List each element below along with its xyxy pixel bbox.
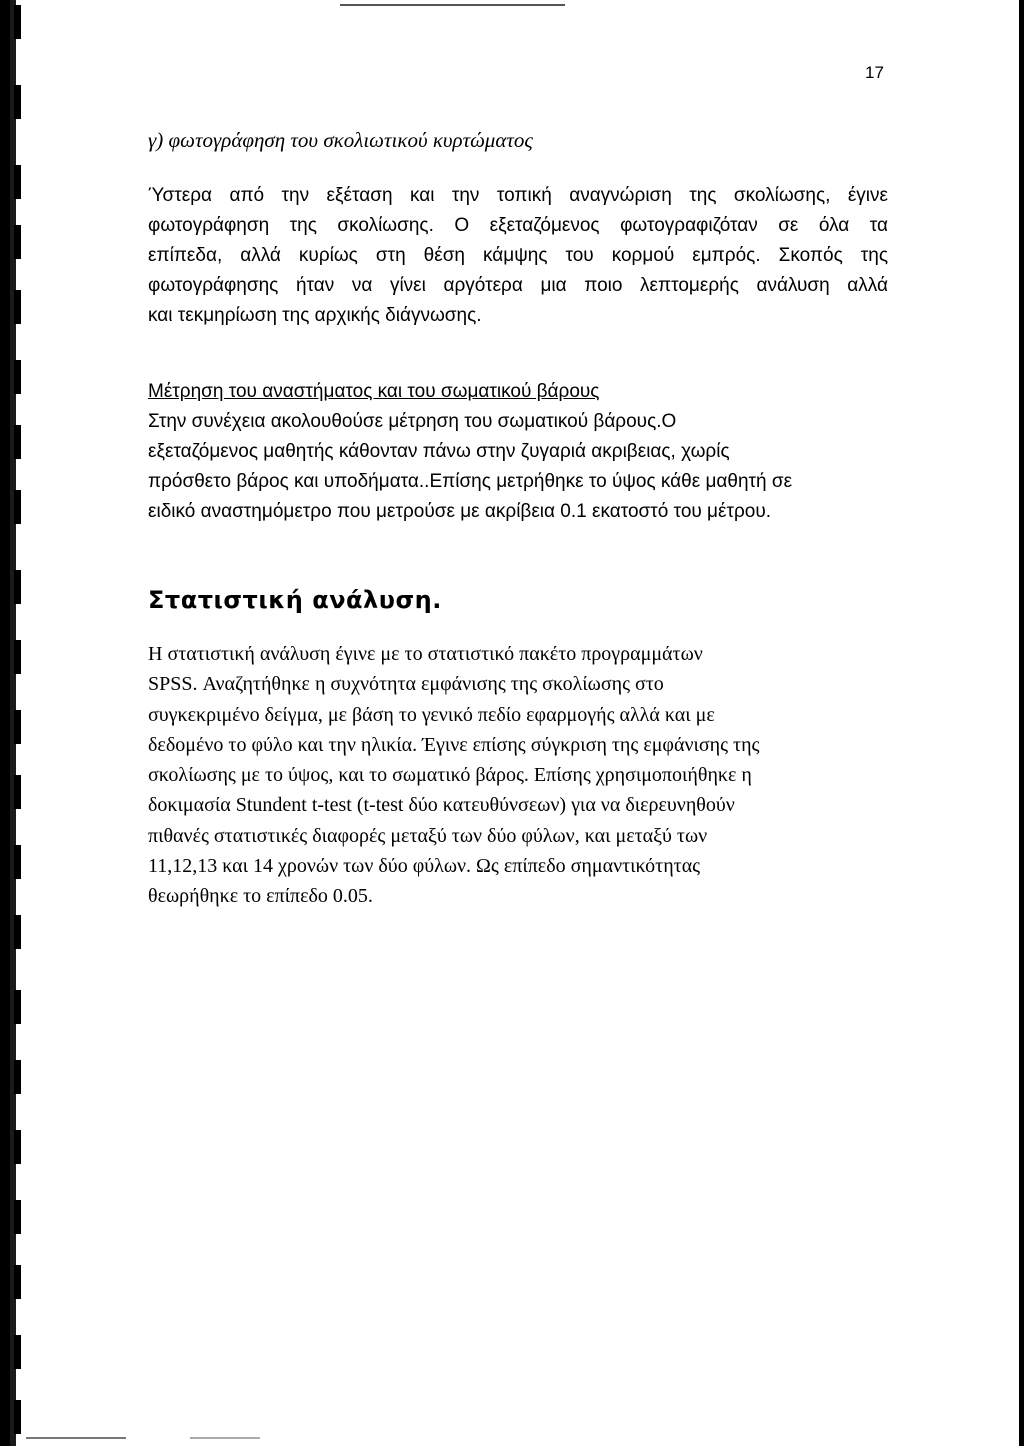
paragraph-line: Στην συνέχεια ακολουθούσε μέτρηση του σωματικού βάρους.Ο [148,411,677,432]
film-hole [14,1400,21,1434]
film-hole [14,570,21,604]
photo-section-heading: γ) φωτογράφηση του σκολιωτικού κυρτώματος [148,128,533,152]
film-hole [14,1335,21,1369]
paragraph-line: ειδικό αναστημόμετρο που μετρούσε με ακρίβεια 0.1 εκατοστό του μέτρου. [148,501,772,522]
film-hole [14,845,21,879]
scan-bottom-mark-2 [190,1437,260,1439]
paragraph-line: δεδομένο το φύλο και την ηλικία. Έγινε επίσης σύγκριση της εμφάνισης της [148,733,760,756]
paragraph-line: Η στατιστική ανάλυση έγινε με το στατιστικό πακέτο προγραμμάτων [148,643,703,665]
film-hole [14,775,21,809]
paragraph-line: και τεκμηρίωση της αρχικής διάγνωσης. [148,305,482,326]
film-hole [14,5,21,39]
paragraph-line: SPSS. Αναζητήθηκε η συχνότητα εμφάνισης της σκολίωσης στο [148,673,664,696]
film-hole [14,425,21,459]
paragraph-line: δοκιμασία Stundent t-test (t-test δύο κατευθύνσεων) για να διερευνηθούν [148,794,735,817]
scan-top-mark [340,4,565,6]
paragraph-line: 11,12,13 και 14 χρονών των δύο φύλων. Ως επίπεδο σημαντικότητας [148,855,701,878]
film-hole [14,710,21,744]
paragraph-line: φωτογράφηση της σκολίωσης. Ο εξεταζόμενος φωτογραφιζόταν σε όλα τα [148,215,888,236]
film-hole [14,360,21,394]
stats-section-heading: Στατιστική ανάλυση. [148,586,442,614]
paragraph-line: σκολίωσης με το ύψος, και το σωματικό βάρος. Επίσης χρησιμοποιήθηκε η [148,764,752,787]
film-hole [14,1265,21,1299]
paragraph-line: συγκεκριμένο δείγμα, με βάση το γενικό πεδίο εφαρμογής αλλά και με [148,703,715,726]
scan-bottom-mark [26,1437,126,1439]
film-hole [14,1200,21,1234]
film-hole [14,915,21,949]
paragraph-line: φωτογράφησης ήταν να γίνει αργότερα μια ποιο λεπτομερής ανάλυση αλλά [148,275,888,296]
film-hole [14,85,21,119]
paragraph-line: Ύστερα από την εξέταση και την τοπική αναγνώριση της σκολίωσης, έγινε [148,185,888,206]
film-hole [14,990,21,1024]
film-hole [14,1060,21,1094]
photo-section-paragraph [148,181,888,331]
paragraph-line: εξεταζόμενος μαθητής κάθονταν πάνω στην ζυγαριά ακριβειας, χωρίς [148,441,730,462]
film-hole [14,290,21,324]
film-hole [14,490,21,524]
paragraph-line: πρόσθετο βάρος και υποδήματα..Επίσης μετρήθηκε το ύψος κάθε μαθητή σε [148,471,793,492]
scan-right-border [1019,0,1024,1446]
film-hole [14,225,21,259]
scan-left-border [0,0,10,1446]
film-hole [14,640,21,674]
page-number: 17 [865,63,884,82]
measurement-section-heading: Μέτρηση του αναστήματος και του σωματικού βάρους [148,381,600,402]
film-hole [14,165,21,199]
paragraph-line: επίπεδα, αλλά κυρίως στη θέση κάμψης του κορμού εμπρός. Σκοπός της [148,245,888,266]
stats-section-paragraph [148,639,888,912]
measurement-section [148,377,888,527]
paragraph-line: θεωρήθηκε το επίπεδο 0.05. [148,885,373,908]
paragraph-line: πιθανές στατιστικές διαφορές μεταξύ των δύο φύλων, και μεταξύ των [148,824,708,847]
film-hole [14,1130,21,1164]
